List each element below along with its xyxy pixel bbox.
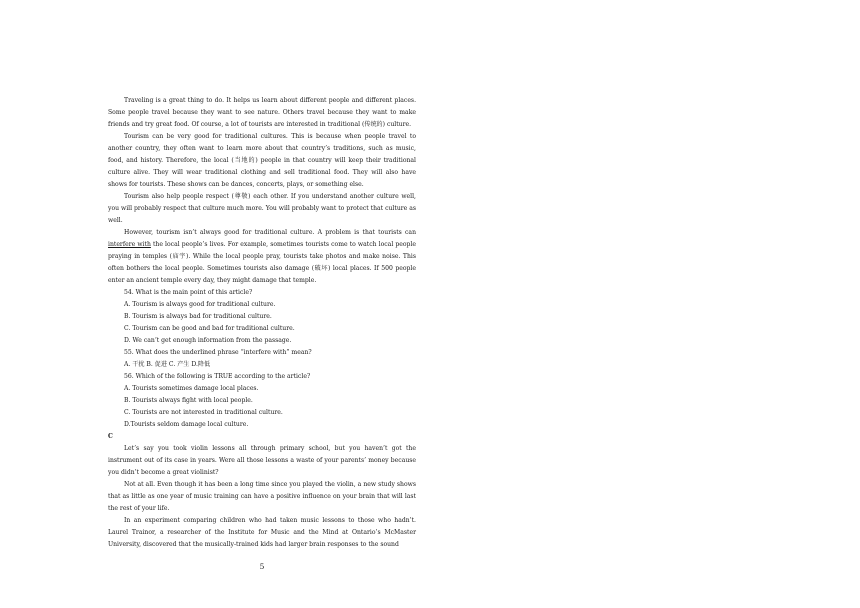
passage-b-paragraph-2: Tourism can be very good for traditional cultures. This is because when people travel to another country, they often want to learn more about that country’s traditions, such as music, food, and history. Therefore, the local (当地的) people in that country will keep their traditional culture alive. They will wear traditional clothing and sell traditional food. They will also have shows for tourists. These shows can be dances, concerts, plays, or something else. (108, 133, 416, 188)
question-56-option-d: D.Tourists seldom damage local culture. (124, 421, 249, 428)
paragraph-4-text-end: the local people’s lives. For example, sometimes tourists come to watch local people praying in temples (庙宇). While the local people pray, tourists take photos and make noise. This often bothers the local people. Sometimes tourists also damage (破坏) local places. If 500 people enter an ancient temple every day, they might damage that temple. (108, 241, 417, 284)
question-56-option-b: B. Tourists always fight with local people. (124, 397, 253, 404)
paragraph-4-text-start: However, tourism isn’t always good for traditional culture. A problem is that tourists can (124, 229, 416, 236)
question-55-options: A. 干扰 B. 促进 C. 产生 D.降低 (124, 361, 211, 368)
question-54-option-a: A. Tourism is always good for traditional culture. (124, 301, 276, 308)
question-54-option-b: B. Tourism is always bad for traditional culture. (124, 313, 272, 320)
passage-c-paragraph-2: Not at all. Even though it has been a long time since you played the violin, a new study shows that as little as one year of music training can have a positive influence on your brain that will last the rest of your life. (108, 481, 416, 512)
question-54-option-c: C. Tourism can be good and bad for traditional culture. (124, 325, 295, 332)
passage-b-paragraph-1: Traveling is a great thing to do. It helps us learn about different people and different places. Some people travel because they want to see nature. Others travel because they want to make friends and try great food. Of course, a lot of tourists are interested in traditional (传统的) culture. (108, 97, 416, 128)
passage-b-paragraph-3: Tourism also help people respect (尊敬) each other. If you understand another culture well, you will probably respect that culture much more. You will probably want to protect that culture as well. (108, 193, 416, 224)
passage-b-paragraph-4 (108, 227, 416, 287)
question-56: 56. Which of the following is TRUE according to the article? (124, 373, 311, 380)
passage-c-paragraph-1: Let’s say you took violin lessons all through primary school, but you haven’t got the instrument out of its case in years. Were all those lessons a waste of your parents’ money because you didn’t become a great violinist? (108, 445, 416, 476)
question-54-option-d: D. We can’t get enough information from the passage. (124, 337, 292, 344)
question-56-option-a: A. Tourists sometimes damage local places. (124, 385, 259, 392)
section-heading-c: C (108, 433, 113, 440)
question-56-option-c: C. Tourists are not interested in traditional culture. (124, 409, 283, 416)
underlined-phrase: interfere with (108, 241, 151, 248)
text-column (108, 95, 416, 551)
passage-c-paragraph-3: In an experiment comparing children who had taken music lessons to those who hadn’t. Laurel Trainor, a researcher of the Institute for Music and the Mind at Ontario’s McMaster University, discovered that the musically-trained kids had larger brain responses to the sound (108, 517, 416, 548)
question-54: 54. What is the main point of this article? (124, 289, 253, 296)
page-number: 5 (259, 562, 265, 571)
question-55: 55. What does the underlined phrase “interfere with” mean? (124, 349, 312, 356)
